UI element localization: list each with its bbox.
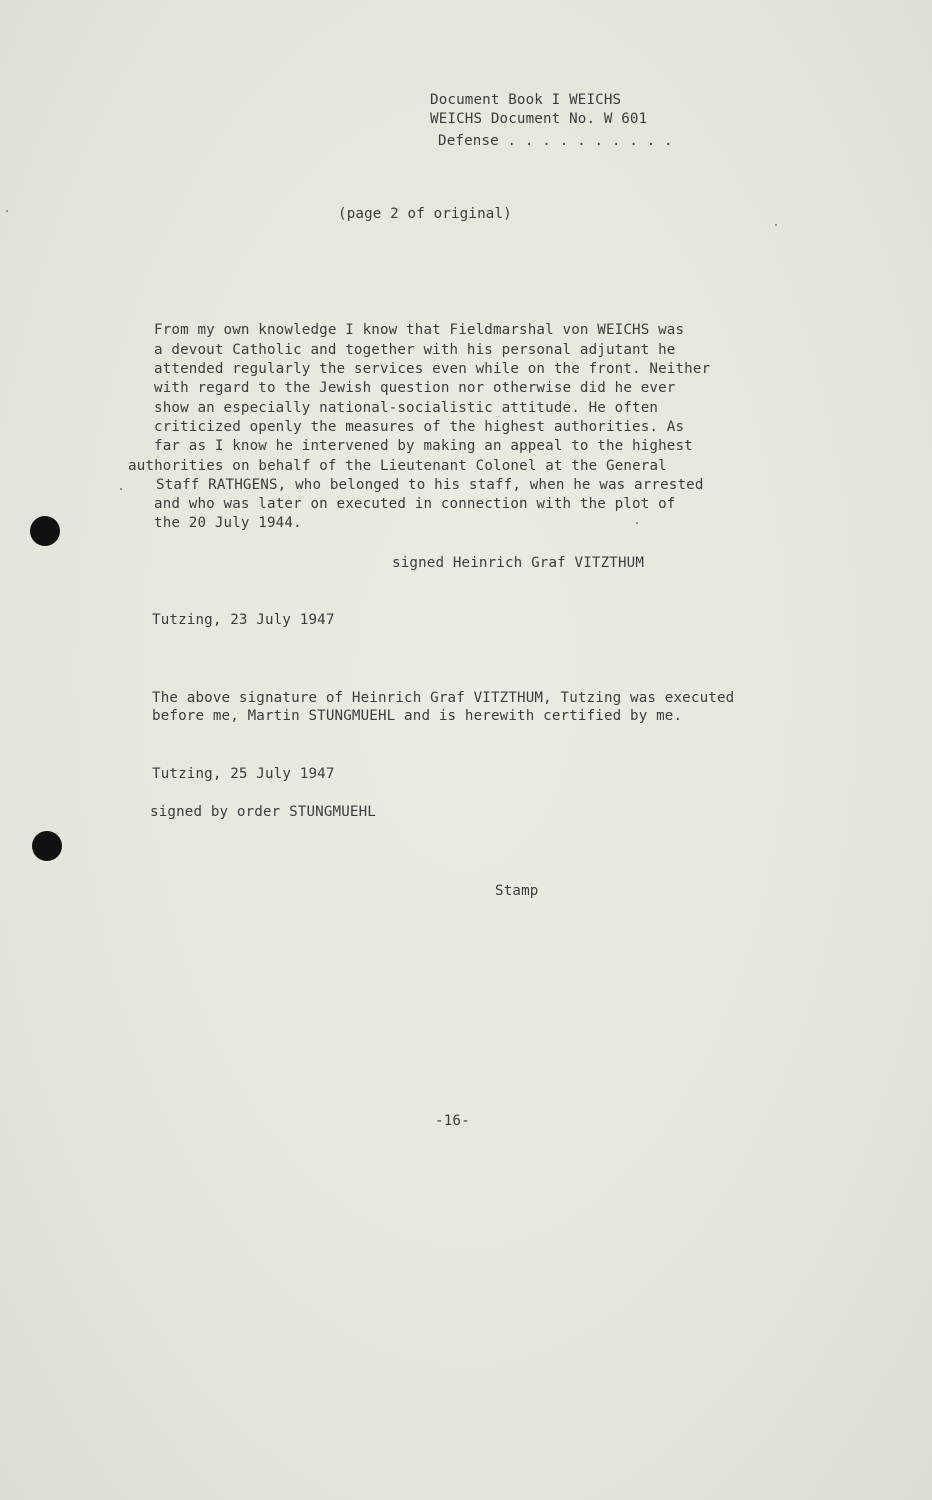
body-line: the 20 July 1944. bbox=[154, 515, 302, 531]
page-number: -16- bbox=[435, 1113, 470, 1129]
paper-speck bbox=[636, 522, 638, 524]
certification-line-2: before me, Martin STUNGMUEHL and is herewith certified by me. bbox=[152, 708, 683, 724]
punch-hole-top bbox=[30, 516, 60, 546]
paper-speck bbox=[120, 488, 122, 490]
certification-line-1: The above signature of Heinrich Graf VITZTHUM, Tutzing was executed bbox=[152, 690, 735, 706]
doc-book-line: Document Book I WEICHS bbox=[430, 92, 622, 108]
body-line: authorities on behalf of the Lieutenant Colonel at the General bbox=[128, 458, 667, 474]
defense-line: Defense . . . . . . . . . . bbox=[438, 133, 673, 149]
body-line: far as I know he intervened by making an appeal to the highest bbox=[154, 438, 693, 454]
place-date-2: Tutzing, 25 July 1947 bbox=[152, 766, 335, 782]
body-line: From my own knowledge I know that Fieldmarshal von WEICHS was bbox=[154, 322, 685, 338]
signed-by-order: signed by order STUNGMUEHL bbox=[150, 804, 376, 820]
doc-number-line: WEICHS Document No. W 601 bbox=[430, 111, 648, 127]
body-line: a devout Catholic and together with his personal adjutant he bbox=[154, 342, 676, 358]
body-line: with regard to the Jewish question nor otherwise did he ever bbox=[154, 380, 676, 396]
body-line: show an especially national-socialistic attitude. He often bbox=[154, 400, 659, 416]
stamp-label: Stamp bbox=[495, 883, 539, 899]
body-line: criticized openly the measures of the highest authorities. As bbox=[154, 419, 685, 435]
body-line: attended regularly the services even while on the front. Neither bbox=[154, 361, 711, 377]
body-line: Staff RATHGENS, who belonged to his staff, when he was arrested bbox=[156, 477, 704, 493]
signature-line: signed Heinrich Graf VITZTHUM bbox=[392, 555, 645, 571]
body-line: and who was later on executed in connection with the plot of bbox=[154, 496, 676, 512]
paper-speck bbox=[6, 210, 8, 212]
paper-speck bbox=[775, 224, 777, 226]
page-note: (page 2 of original) bbox=[338, 206, 512, 222]
place-date-1: Tutzing, 23 July 1947 bbox=[152, 612, 335, 628]
punch-hole-bottom bbox=[32, 831, 62, 861]
